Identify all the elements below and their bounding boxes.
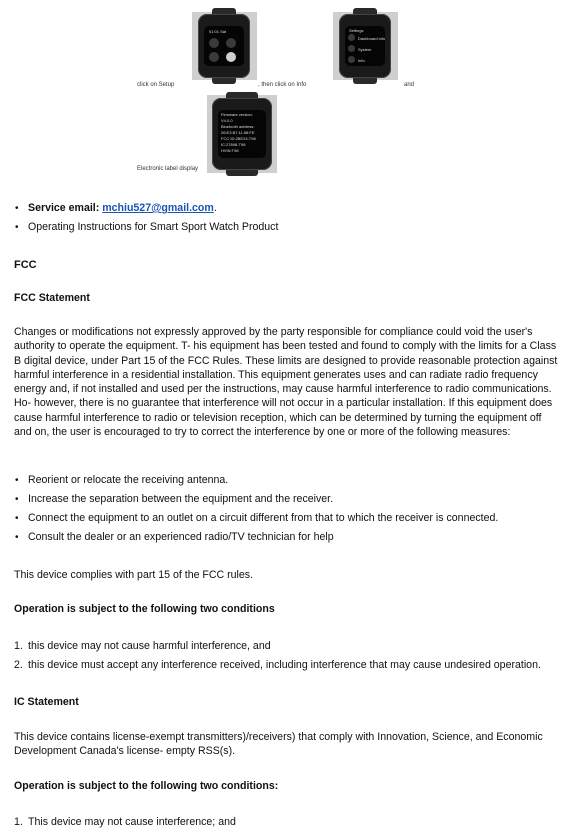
ic-conditions-list — [14, 816, 236, 829]
caption-and: and — [404, 82, 415, 88]
watch-label-line: Firmware version: — [221, 112, 253, 117]
list-item: • Connect the equipment to an outlet on a circuit different from that to which the receiver is connected. — [14, 512, 498, 525]
list-item: • Reorient or relocate the receiving antenna. — [14, 474, 498, 487]
watch-image — [212, 98, 272, 170]
fcc-paragraph: Changes or modifications not expressly approved by the party responsible for compliance could void the user's authority to operate the equipment. T- his equipment has been tested and found to comply with the limits for a Class B digital device, under Part 15 of the FCC Rules. These limits are designed to provide reasonable protection against harmful interference in a residential installation. This equipment generates uses and can radiate radio frequency energy and, if not installed and used per the instructions, may cause harmful interference to radio communications. Ho- however, there is no guarantee that interference will not occur in a particular installation. If this equipment does cause harmful interference to radio or television reception, which can be determined by turning the equipment off and on, the user is encouraged to try to correct the interference by one or more of the following measures: — [14, 326, 558, 439]
list-item — [14, 659, 541, 672]
service-list — [14, 202, 278, 234]
ic-heading: IC Statement — [14, 696, 79, 708]
watch-settings-title: Settings — [349, 28, 364, 33]
watch-label-line: Bluetooth address: — [221, 124, 255, 129]
ic-conditions-heading: Operation is subject to the following two conditions: — [14, 780, 279, 792]
fcc-statement-heading: FCC Statement — [14, 292, 90, 304]
list-number: 1. — [14, 640, 23, 652]
list-text: This device may not cause interference; and — [28, 816, 236, 828]
fcc-conditions-heading: Operation is subject to the following two conditions — [14, 603, 275, 615]
list-item — [14, 202, 278, 215]
service-email-label: Service email: — [28, 202, 100, 214]
list-item: • Operating Instructions for Smart Sport Watch Product — [14, 221, 278, 234]
watch-label-line: V4.0.0 — [221, 118, 233, 123]
watch-label-line: 26:E3:B7:11:58:FE — [221, 130, 255, 135]
watch-settings-item: System — [358, 47, 372, 52]
watch-time-text: 01:01 Sat — [209, 29, 227, 34]
list-number: 1. — [14, 816, 23, 828]
watch-settings-item: Info — [358, 58, 365, 63]
list-item: • Consult the dealer or an experienced radio/TV technician for help — [14, 531, 498, 544]
list-text: this device must accept any interference received, including interference that may cause undesired operation. — [28, 659, 541, 671]
watch-settings-item: Dashboard info — [358, 36, 385, 41]
fcc-conditions-list — [14, 640, 541, 672]
email-period: . — [213, 202, 217, 214]
list-text: this device may not cause harmful interference, and — [28, 640, 271, 652]
service-email-link[interactable]: mchiu527@gmail.com — [102, 202, 214, 214]
watch-label-line: FCC ID:2BE23-T98 — [221, 136, 256, 141]
watch-image — [339, 14, 391, 78]
list-item — [14, 640, 541, 653]
list-item: • Increase the separation between the equipment and the receiver. — [14, 493, 498, 506]
watch-label-line: HVIN:T98 — [221, 148, 239, 153]
caption-electronic-label: Electronic label display — [137, 166, 199, 172]
caption-then-info: , then click on Info — [258, 82, 307, 88]
watch-photo-settings — [333, 12, 398, 80]
fcc-complies: This device complies with part 15 of the FCC rules. — [14, 569, 254, 581]
caption-click-setup: click on Setup — [137, 82, 175, 88]
fcc-heading: FCC — [14, 259, 37, 271]
watch-photo-setup — [192, 12, 257, 80]
watch-image — [198, 14, 250, 78]
list-item — [14, 816, 236, 829]
list-number: 2. — [14, 659, 23, 671]
ic-paragraph: This device contains license-exempt transmitters)/receivers) that comply with Innovation, Science, and Economic Development Canada's license- empty RSS(s). — [14, 731, 543, 758]
watch-photo-label — [207, 95, 277, 173]
watch-label-line: IC:27898-T98 — [221, 142, 246, 147]
fcc-measures-list — [14, 474, 498, 544]
